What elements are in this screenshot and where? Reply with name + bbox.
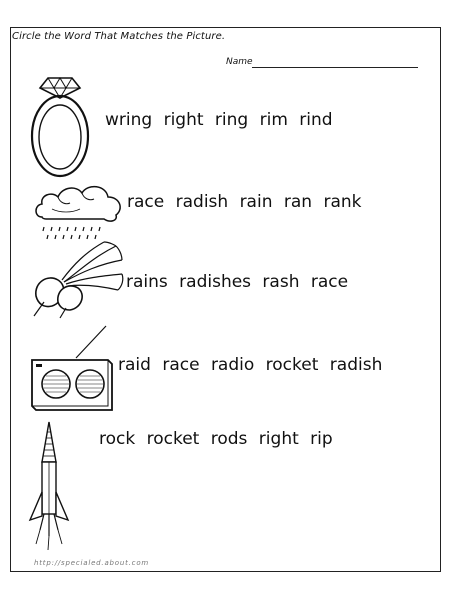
radio-icon — [28, 322, 126, 416]
row-2-words[interactable]: race radish rain ran rank — [127, 192, 362, 212]
ring-icon — [28, 70, 92, 180]
footer-url: http://specialed.about.com — [34, 559, 150, 567]
row-1-words[interactable]: wring right ring rim rind — [105, 110, 333, 130]
row-4-words[interactable]: raid race radio rocket radish — [118, 355, 383, 375]
rocket-icon — [26, 418, 72, 552]
name-label: Name — [226, 57, 253, 67]
name-line[interactable] — [252, 67, 418, 68]
row-5-words[interactable]: rock rocket rods right rip — [99, 429, 333, 449]
row-3-words[interactable]: rains radishes rash race — [126, 272, 349, 292]
radishes-icon — [24, 238, 126, 320]
rain-cloud-icon — [32, 173, 126, 243]
worksheet-instructions: Circle the Word That Matches the Picture. — [12, 31, 226, 42]
